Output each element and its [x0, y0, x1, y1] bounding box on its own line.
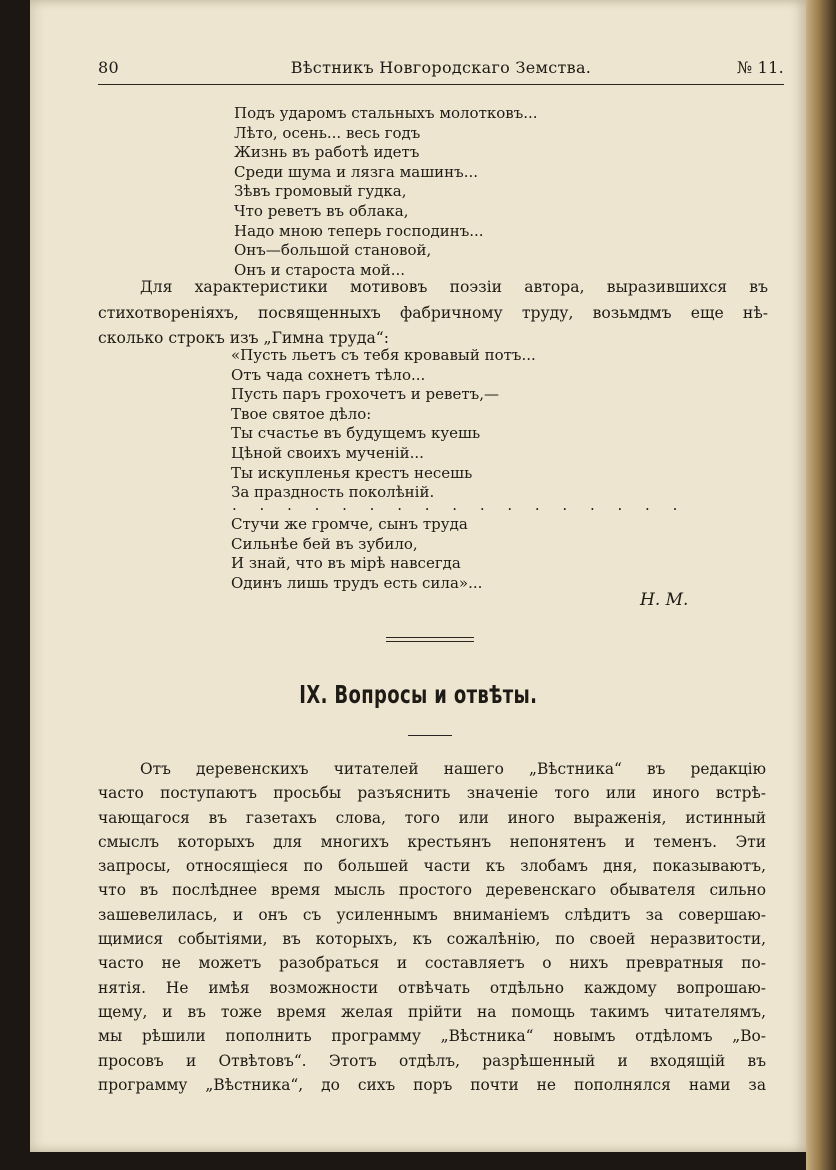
text-line: щимися событіями, въ которыхъ, къ сожалѣнію, по своей неразвитости, [98, 930, 766, 949]
ellipsis-dots: . . . . . . . . . . . . . . . . . [232, 496, 687, 514]
section-title: IX. Вопросы и отвѣты. [298, 680, 538, 709]
author-signature: Н. М. [640, 590, 689, 610]
intro-paragraph [98, 275, 768, 352]
text-line: Для характеристики мотивовъ поэзіи автора, выразившихся въ [140, 278, 768, 296]
poem-line: Зѣвъ громовый гудка, [234, 182, 407, 201]
poem-line: Сильнѣе бей въ зубило, [231, 534, 418, 553]
book-spine [806, 0, 836, 1170]
poem-stanza-1 [234, 104, 538, 280]
poem-line: Твое святое дѣло: [231, 404, 372, 423]
poem-line: За праздность поколѣній. [231, 483, 435, 502]
body-paragraph [98, 757, 766, 1097]
text-line: что въ послѣднее время мысль простого деревенскаго обывателя сильно [98, 881, 766, 900]
text-line: смыслъ которыхъ для многихъ крестьянъ непонятенъ и теменъ. Эти [98, 832, 766, 851]
poem-line: И знай, что въ мірѣ навсегда [231, 554, 461, 573]
text-line: часто не можетъ разобраться и составляетъ о нихъ превратныя по- [98, 954, 766, 973]
text-line: запросы, относящіеся по большей части къ злобамъ дня, показываютъ, [98, 857, 766, 876]
poem-line: Ты искупленья крестъ несешь [231, 463, 473, 482]
poem-line: Онъ—большой становой, [234, 241, 432, 260]
text-line: зашевелилась, и онъ съ усиленнымъ вниманіемъ слѣдитъ за совершаю- [98, 905, 766, 924]
poem-line: Одинъ лишь трудъ есть сила»... [231, 573, 483, 592]
section-heading [30, 680, 806, 709]
header-rule [98, 84, 784, 85]
issue-number: № 11. [736, 58, 784, 77]
text-line: стихотвореніяхъ, посвященныхъ фабричному труду, возьмдмъ еще нѣ- [98, 303, 768, 322]
poem-line: Стучи же громче, сынъ труда [231, 515, 468, 533]
poem-line: Отъ чада сохнетъ тѣло... [231, 365, 426, 384]
journal-title: Вѣстникъ Новгородскаго Земства. [290, 58, 592, 77]
poem-line: Что реветъ въ облака, [234, 201, 409, 220]
poem-line: Пусть паръ грохочетъ и реветъ,— [231, 385, 499, 404]
text-line: щему, и въ тоже время желая прійти на помощь такимъ читателямъ, [98, 1002, 766, 1021]
double-rule [386, 637, 474, 642]
text-line: чающагося въ газетахъ слова, того или иного выраженія, истинный [98, 808, 766, 827]
page-number: 80 [98, 58, 119, 77]
text-line: сколько строкъ изъ „Гимна труда“: [98, 329, 389, 347]
text-line: программу „Вѣстника“, до сихъ поръ почти не пополнялся нами за [98, 1075, 766, 1094]
text-line: просовъ и Отвѣтовъ“. Этотъ отдѣлъ, разрѣшенный и входящій въ [98, 1051, 766, 1070]
poem-line: Надо мною теперь господинъ... [234, 221, 484, 240]
poem-stanza-2 [231, 346, 536, 503]
poem-line: Ты счастье въ будущемъ куешь [231, 424, 481, 443]
poem-line: Онъ и староста мой... [234, 260, 406, 279]
book-page [30, 0, 806, 1152]
poem-line: Лѣто, осень... весь годъ [234, 123, 421, 142]
text-line: мы рѣшили пополнить программу „Вѣстника“ новымъ отдѣломъ „Во- [98, 1027, 766, 1046]
poem-line: Цѣной своихъ мученій... [231, 443, 424, 462]
short-rule [408, 735, 452, 736]
poem-line: Среди шума и лязга машинъ... [234, 162, 479, 181]
poem-line: Подъ ударомъ стальныхъ молотковъ... [234, 104, 538, 122]
running-header [98, 58, 784, 82]
poem-line: Жизнь въ работѣ идетъ [234, 143, 420, 162]
text-line: Отъ деревенскихъ читателей нашего „Вѣстника“ въ редакцію [140, 760, 766, 778]
text-line: нятія. Не имѣя возможности отвѣчать отдѣльно каждому вопрошаю- [98, 978, 766, 997]
poem-line: «Пусть льетъ съ тебя кровавый потъ... [231, 346, 536, 364]
text-line: часто поступаютъ просьбы разъяснить значеніе того или иного встрѣ- [98, 784, 766, 803]
poem-stanza-3 [231, 515, 482, 593]
